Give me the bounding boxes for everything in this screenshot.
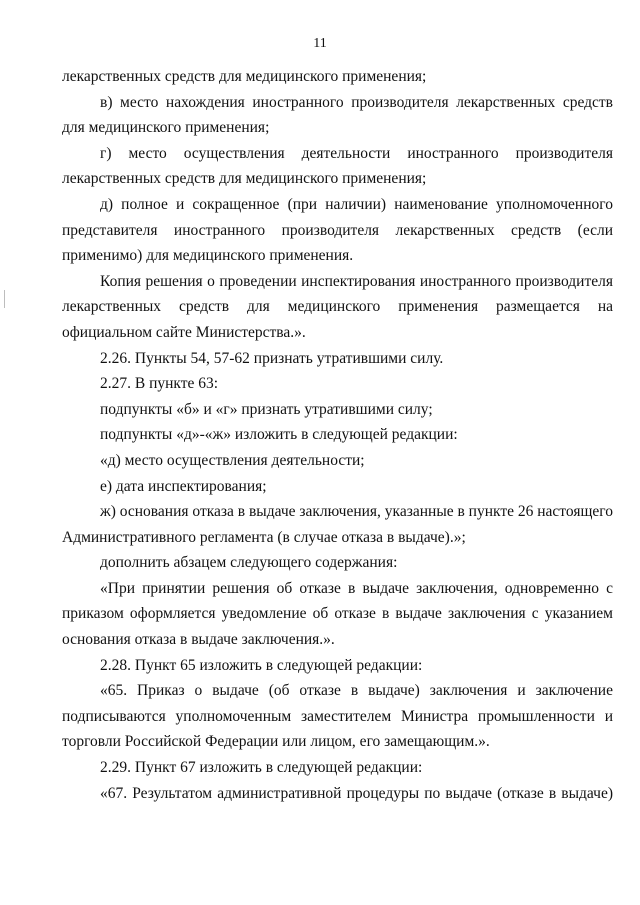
paragraph-15: 2.28. Пункт 65 изложить в следующей редакции:	[100, 656, 423, 674]
paragraph-14: «При принятии решения об отказе в выдаче заключения, одновременно с приказом оформляется уведомление об отказе в выдаче заключения с указанием основания отказа в выдаче заключения.».	[62, 579, 613, 649]
paragraph-7: 2.27. В пункте 63:	[100, 375, 219, 393]
paragraph-8: подпункты «б» и «г» признать утратившими силу;	[100, 400, 433, 418]
document-body	[62, 64, 613, 806]
paragraph-11: е) дата инспектирования;	[100, 477, 267, 495]
scan-edge-mark	[4, 290, 5, 308]
paragraph-13: дополнить абзацем следующего содержания:	[100, 554, 398, 572]
paragraph-1: лекарственных средств для медицинского применения;	[62, 68, 427, 85]
paragraph-12: ж) основания отказа в выдаче заключения, указанные в пункте 26 настоящего Административного регламента (в случае отказа в выдаче).»;	[62, 503, 613, 546]
paragraph-9: подпункты «д»-«ж» изложить в следующей редакции:	[100, 426, 458, 444]
paragraph-3: г) место осуществления деятельности иностранного производителя лекарственных средств для медицинского применения;	[62, 144, 613, 188]
paragraph-10: «д) место осуществления деятельности;	[100, 451, 365, 469]
paragraph-2: в) место нахождения иностранного производителя лекарственных средств для медицинского применения;	[62, 93, 613, 137]
paragraph-17: 2.29. Пункт 67 изложить в следующей редакции:	[100, 759, 423, 777]
paragraph-6: 2.26. Пункты 54, 57-62 признать утратившими силу.	[100, 349, 444, 367]
paragraph-18: «67. Результатом административной процедуры по выдаче (отказе в выдаче)	[100, 784, 613, 802]
paragraph-16: «65. Приказ о выдаче (об отказе в выдаче) заключения и заключение подписываются уполномоченным заместителем Министра промышленности и торговли Российской Федерации или лицом, его замещающим.».	[62, 682, 613, 751]
paragraph-4: д) полное и сокращенное (при наличии) наименование уполномоченного представителя иностранного производителя лекарственных средств (если применимо) для медицинского применения.	[62, 195, 613, 265]
paragraph-5: Копия решения о проведении инспектирования иностранного производителя лекарственных средств для медицинского применения размещается на официальном сайте Министерства.».	[62, 272, 613, 341]
page-number: 11	[313, 36, 327, 51]
